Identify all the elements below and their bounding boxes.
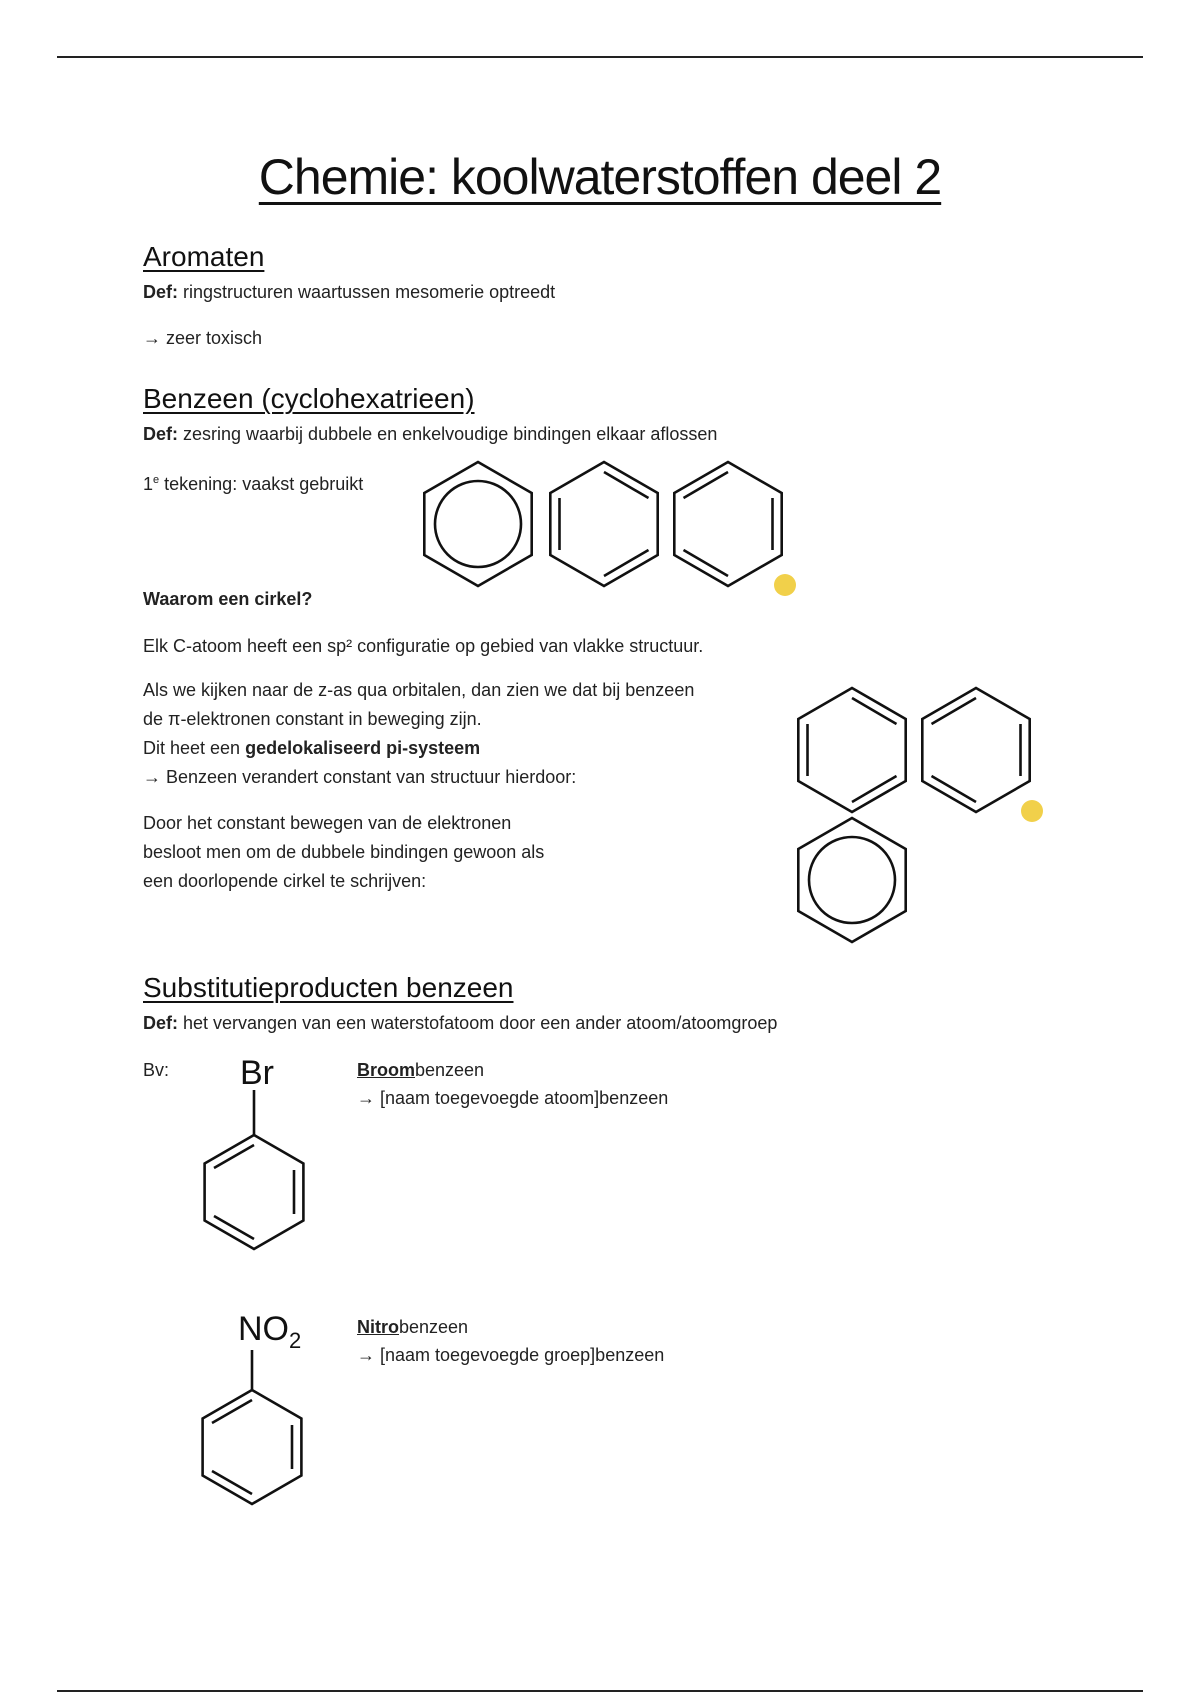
def-text: zesring waarbij dubbele en enkelvoudige bindingen elkaar aflossen (178, 424, 718, 444)
name-prefix: Nitro (357, 1317, 399, 1337)
heading-aromaten: Aromaten (143, 241, 265, 272)
line: Dit heet een gedelokaliseerd pi-systeem (143, 738, 481, 758)
benzene-three-notations (412, 452, 812, 602)
nitro-label: $NO_2$ (238, 1310, 302, 1353)
bv-label: Bv: (143, 1060, 170, 1080)
bottom-rule (57, 1690, 1143, 1692)
name-suffix: benzeen (415, 1060, 485, 1080)
line: Door het constant bewegen van de elektronen (143, 813, 512, 833)
line: een doorlopende cirkel te schrijven: (143, 871, 427, 891)
def-label: Def: (143, 282, 178, 302)
note-text: tekening: vaakst gebruikt (159, 474, 364, 494)
aromaten-definition (143, 278, 555, 307)
arrow-icon: → (357, 1088, 375, 1108)
benzene-kekule-a (550, 462, 657, 586)
benzene-kekule-b (674, 462, 781, 586)
paragraph-delocalized (143, 676, 694, 792)
def-text: ringstructuren waartussen mesomerie optreedt (178, 282, 556, 302)
benzene-circle-structure (424, 462, 531, 586)
def-label: Def: (143, 424, 178, 444)
benzene-resonance-a (798, 688, 905, 812)
name-suffix: benzeen (399, 1317, 469, 1337)
note-text: zeer toxisch (166, 328, 263, 348)
page-title: Chemie: koolwaterstoffen deel 2 (258, 149, 942, 205)
line: besloot men om de dubbele bindingen gewoon als (143, 842, 545, 862)
drawing-note (143, 466, 363, 499)
why-heading: Waarom een cirkel? (143, 589, 313, 609)
note-sup: e (153, 474, 160, 486)
benzene-resonance-b (922, 688, 1029, 812)
top-rule (57, 56, 1143, 58)
sticker-icon (1021, 800, 1043, 822)
line: de π-elektronen constant in beweging zijn. (143, 709, 482, 729)
sticker-icon (774, 574, 796, 596)
arrow-icon: → (143, 767, 161, 787)
line: Als we kijken naar de z-as qua orbitalen, dan zien we dat bij benzeen (143, 680, 695, 700)
paragraph-circle (143, 809, 544, 896)
arrow-icon: → (357, 1345, 375, 1365)
line: → Benzeen verandert constant van structuur hierdoor: (143, 767, 577, 787)
benzeen-definition (143, 420, 717, 449)
heading-substitutie: Substitutieproducten benzeen (143, 972, 514, 1003)
name-prefix: Broom (357, 1060, 415, 1080)
example1-rule: → [naam toegevoegde atoom]benzeen (357, 1088, 669, 1108)
def-text: het vervangen van een waterstofatoom door een ander atoom/atoomgroep (178, 1013, 778, 1033)
example1-name (357, 1056, 484, 1085)
example2-rule: → [naam toegevoegde groep]benzeen (357, 1345, 665, 1365)
bromobenzene-structure (186, 1090, 326, 1240)
paragraph-sp2: Elk C-atoom heeft een sp² configuratie op gebied van vlakke structuur. (143, 636, 704, 656)
benzene-resonance-circle (798, 818, 905, 942)
note-number: 1 (143, 474, 154, 494)
aromaten-note (143, 324, 262, 353)
arrow-icon: → (143, 328, 161, 348)
example2-name (357, 1313, 468, 1342)
heading-benzeen: Benzeen (cyclohexatrieen) (143, 383, 475, 414)
substitutie-definition (143, 1009, 777, 1038)
nitrobenzene-structure (184, 1350, 324, 1510)
bromine-label: Br (240, 1054, 274, 1092)
def-label: Def: (143, 1013, 178, 1033)
